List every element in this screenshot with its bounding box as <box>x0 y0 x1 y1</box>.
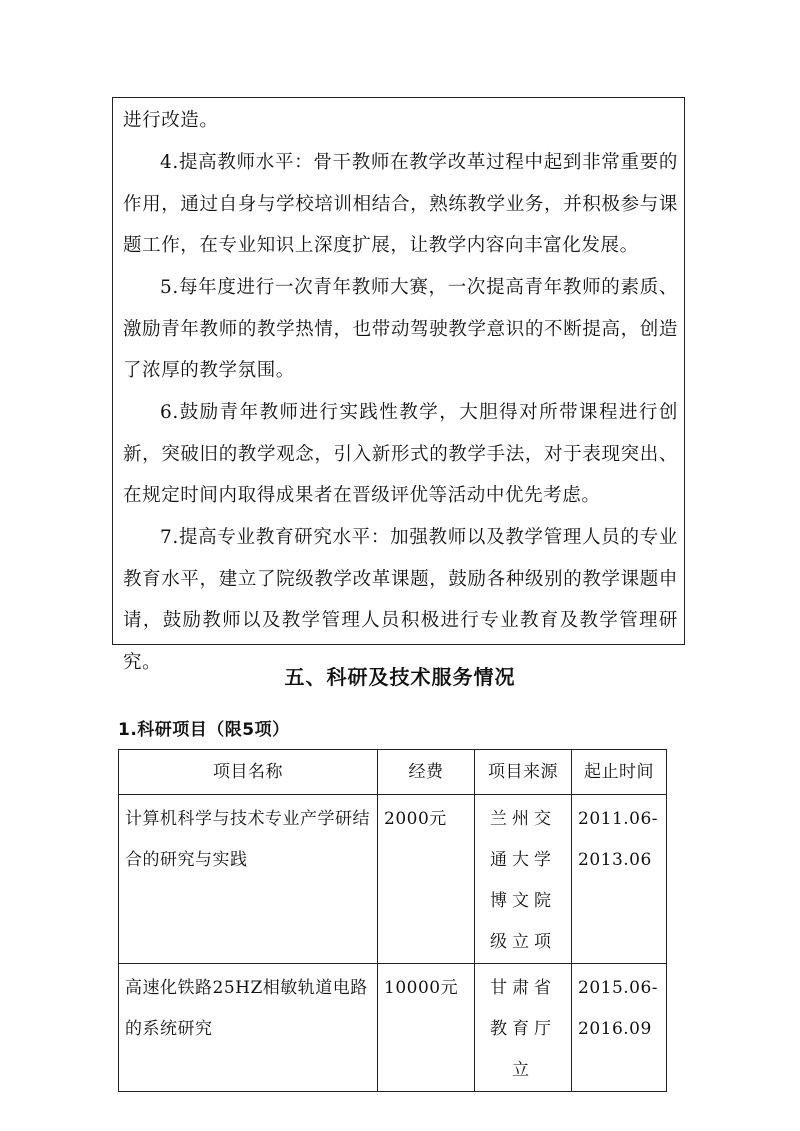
paragraph-3: 5.每年度进行一次青年教师大赛，一次提高青年教师的素质、激励青年教师的教学热情，也带动驾驶教学意识的不断提高，创造了浓厚的教学氛围。 <box>123 277 678 381</box>
header-time: 起止时间 <box>572 750 667 795</box>
cell-project-name: 计算机科学与技术专业产学研结合的研究与实践 <box>119 795 378 964</box>
paragraph-2: 4.提高教师水平：骨干教师在教学改革过程中起到非常重要的作用，通过自身与学校培训相结合，熟练教学业务，并积极参与课题工作，在专业知识上深度扩展，让教学内容向丰富化发展。 <box>123 152 678 256</box>
table-row <box>119 964 667 1092</box>
cell-time: 2015.06-2016.09 <box>572 964 667 1092</box>
cell-project-name: 高速化铁路25HZ相敏轨道电路的系统研究 <box>119 964 378 1092</box>
paragraph-5: 7.提高专业教育研究水平：加强教师以及教学管理人员的专业教育水平，建立了院级教学改革课题，鼓励各种级别的教学课题申请，鼓励教师以及教学管理人员积极进行专业教育及教学管理研究。 <box>123 527 678 673</box>
header-fund: 经费 <box>378 750 475 795</box>
sub-title: 1.科研项目（限5项） <box>118 720 290 740</box>
research-projects-table <box>118 749 667 1092</box>
cell-fund: 10000元 <box>378 964 475 1092</box>
text-box <box>112 97 685 673</box>
header-source: 项目来源 <box>475 750 572 795</box>
cell-fund: 2000元 <box>378 795 475 964</box>
cell-source: 甘肃省教育厅立 <box>475 964 572 1092</box>
cell-time: 2011.06-2013.06 <box>572 795 667 964</box>
section-title: 五、科研及技术服务情况 <box>284 665 516 689</box>
cell-source: 兰州交通大学博文院级立项 <box>475 795 572 964</box>
header-project-name: 项目名称 <box>119 750 378 795</box>
paragraph-4: 6.鼓励青年教师进行实践性教学，大胆得对所带课程进行创新，突破旧的教学观念，引入新形式的教学手法，对于表现突出、在规定时间内取得成果者在晋级评优等活动中优先考虑。 <box>123 402 678 506</box>
table-header-row <box>119 750 667 795</box>
paragraph-1: 进行改造。 <box>123 110 219 131</box>
table-row <box>119 795 667 964</box>
